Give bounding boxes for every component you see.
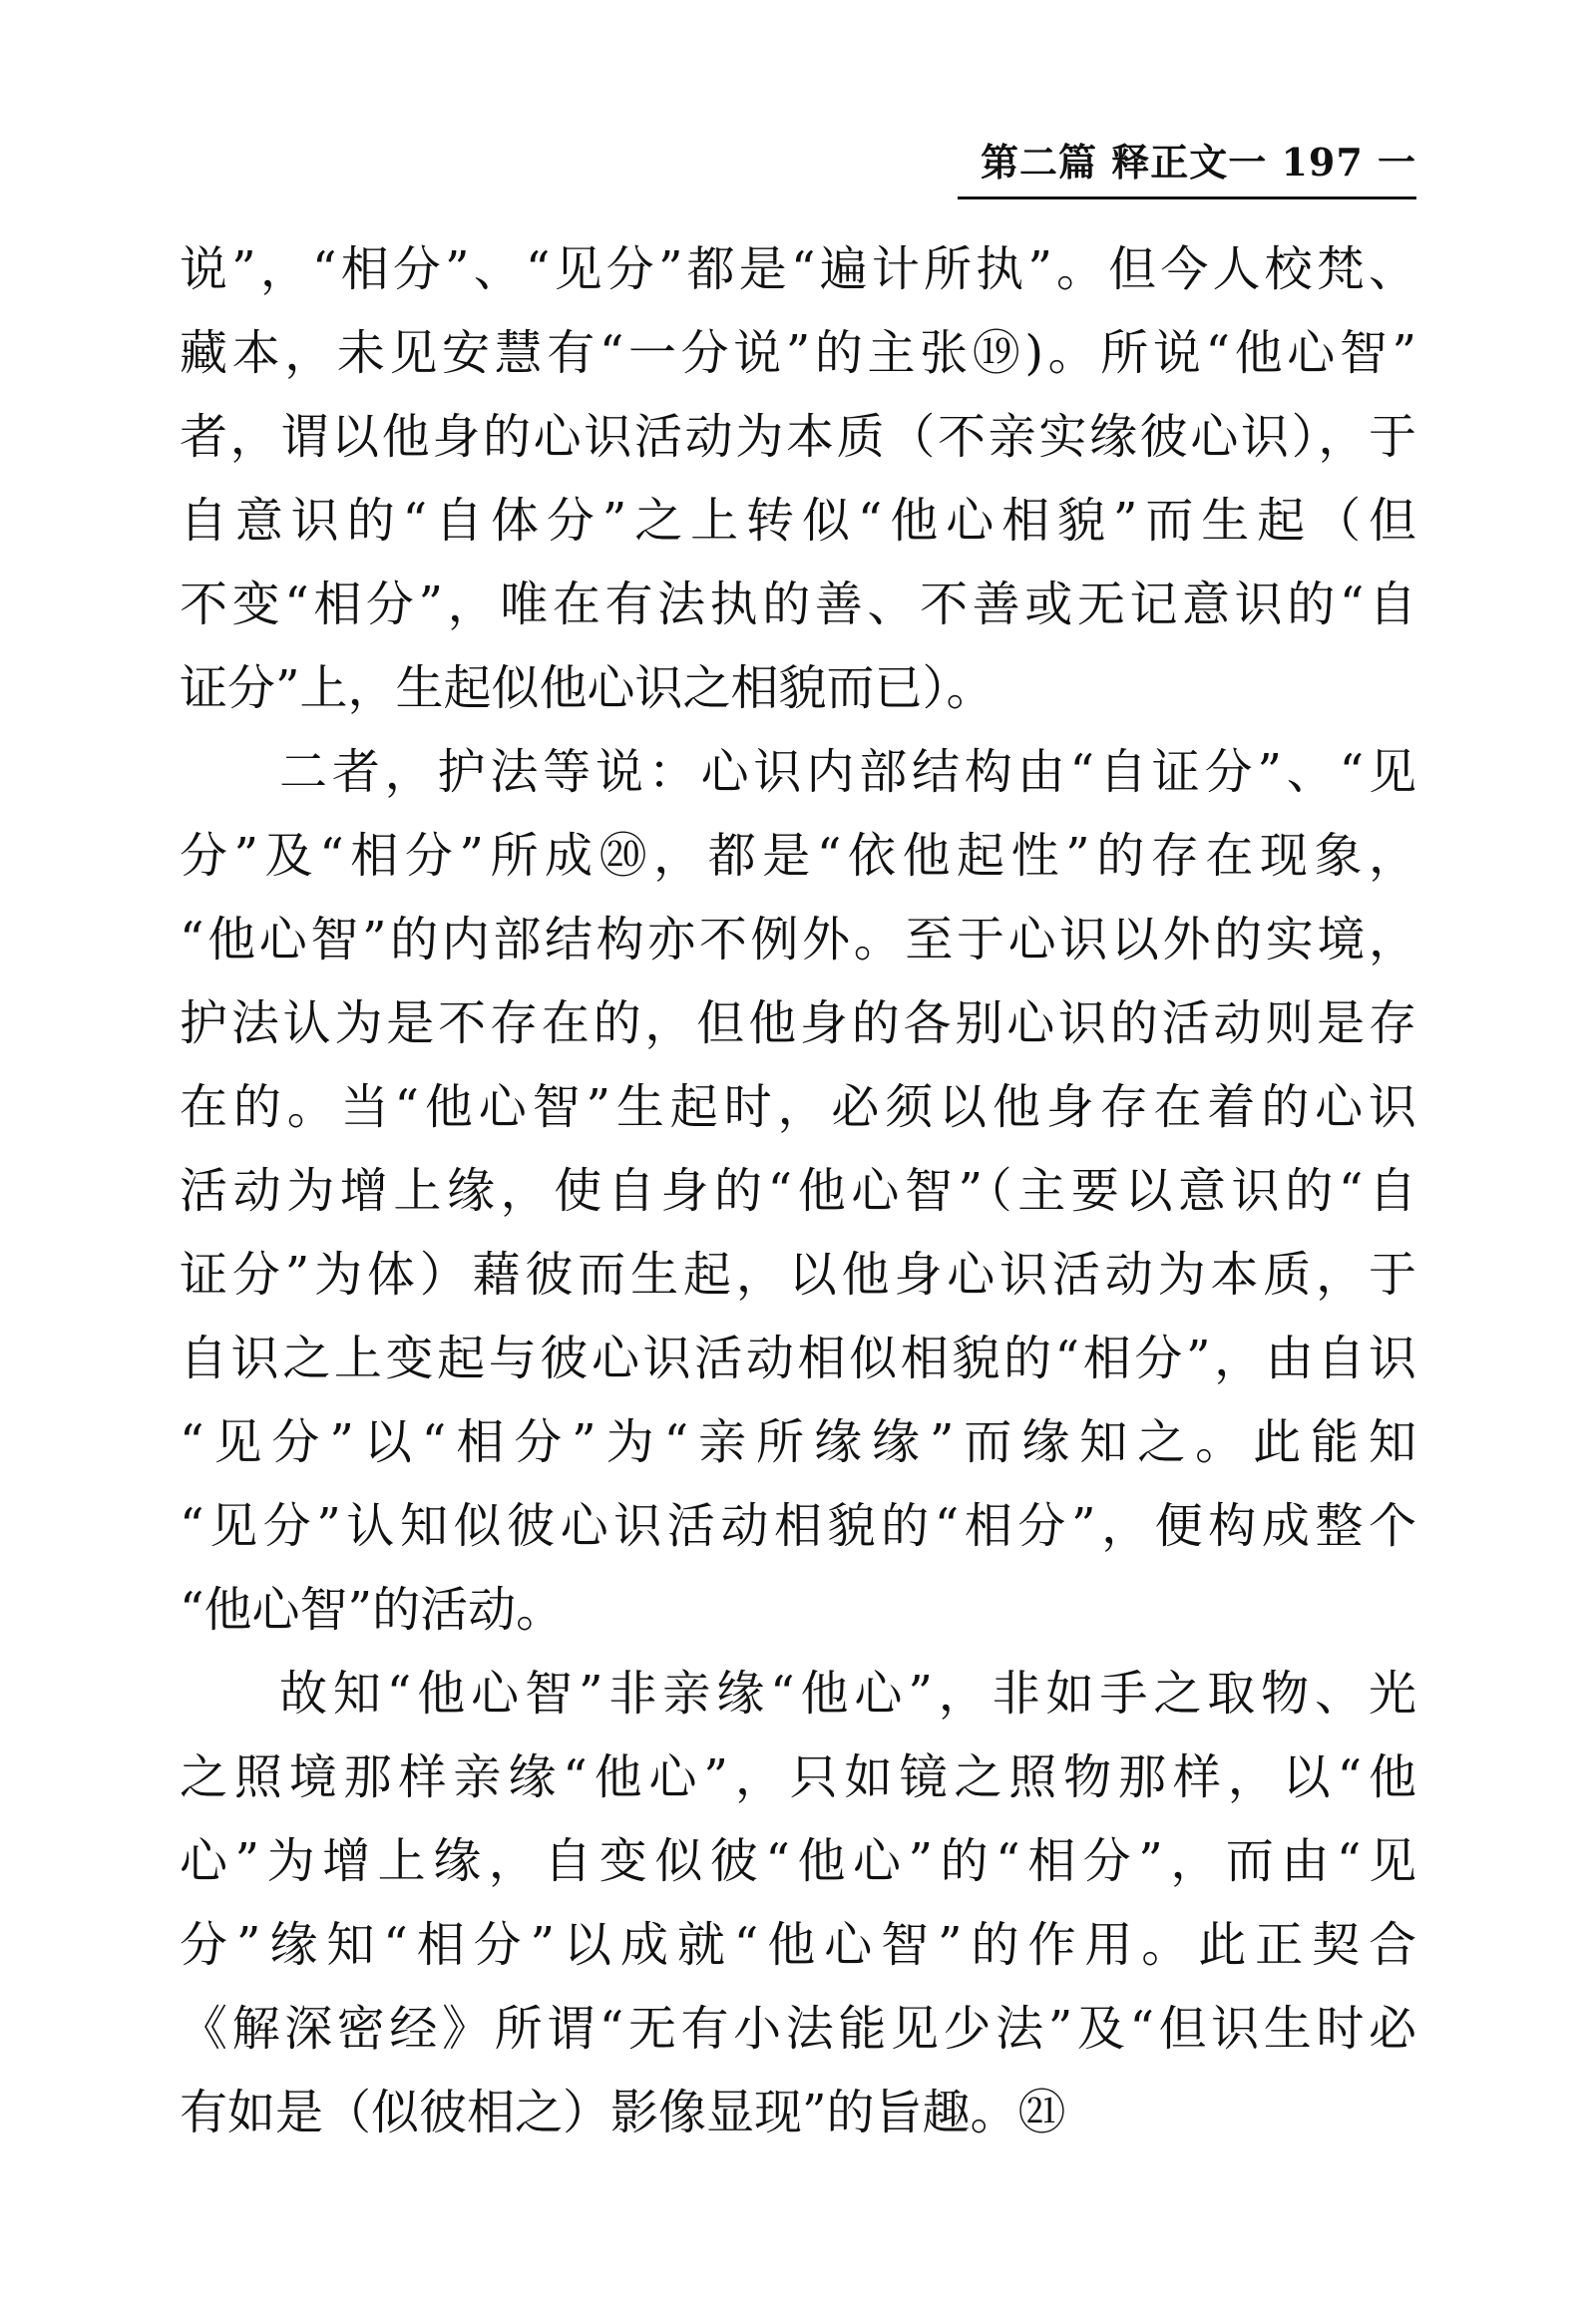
text-line: 自识之上变起与彼心识活动相似相貌的“相分”，由自识 <box>180 1331 1416 1386</box>
text-line: 分”缘知“相分”以成就“他心智”的作用。此正契合 <box>180 1917 1416 1973</box>
text-line: 说”，“相分”、“见分”都是“遍计所执”。但今人校梵、 <box>180 241 1416 297</box>
text-line: “见分”以“相分”为“亲所缘缘”而缘知之。此能知 <box>180 1414 1416 1470</box>
text-line: 护法认为是不存在的，但他身的各别心识的活动则是存 <box>180 995 1416 1051</box>
text-line: 不变“相分”，唯在有法执的善、不善或无记意识的“自 <box>180 577 1416 632</box>
text-line: 之照境那样亲缘“他心”，只如镜之照物那样，以“他 <box>180 1749 1416 1805</box>
text-line: 活动为增上缘，使自身的“他心智”（主要以意识的“自 <box>180 1163 1416 1219</box>
text-line: 藏本，未见安慧有“一分说”的主张⑲)。所说“他心智” <box>180 325 1416 381</box>
text-line: 证分”为体）藉彼而生起，以他身心识活动为本质，于 <box>180 1247 1416 1303</box>
text-line: 故知“他心智”非亲缘“他心”，非如手之取物、光 <box>279 1666 1416 1722</box>
text-line: 心”为增上缘，自变似彼“他心”的“相分”，而由“见 <box>180 1833 1416 1889</box>
text-line: 在的。当“他心智”生起时，必须以他身存在着的心识 <box>180 1079 1416 1135</box>
body-text <box>180 227 1416 2154</box>
text-line: 自意识的“自体分”之上转似“他心相貌”而生起（但 <box>180 493 1416 549</box>
text-line: 有如是（似彼相之）影像显现”的旨趣。㉑ <box>180 2085 1066 2140</box>
text-line: “他心智”的内部结构亦不例外。至于心识以外的实境， <box>180 912 1416 967</box>
text-line: 证分”上，生起似他心识之相貌而已）。 <box>180 660 995 716</box>
text-line: “他心智”的活动。 <box>180 1582 565 1638</box>
text-line: 《解深密经》所谓“无有小法能见少法”及“但识生时必 <box>180 2001 1416 2057</box>
text-line: “见分”认知似彼心识活动相貌的“相分”，便构成整个 <box>180 1498 1416 1554</box>
running-head: 第二篇 释正文一 197 一 <box>958 132 1416 199</box>
text-line: 分”及“相分”所成⑳，都是“依他起性”的存在现象， <box>180 828 1416 884</box>
text-line: 二者，护法等说：心识内部结构由“自证分”、“见 <box>279 744 1416 800</box>
text-line: 者，谓以他身的心识活动为本质（不亲实缘彼心识），于 <box>180 409 1416 465</box>
